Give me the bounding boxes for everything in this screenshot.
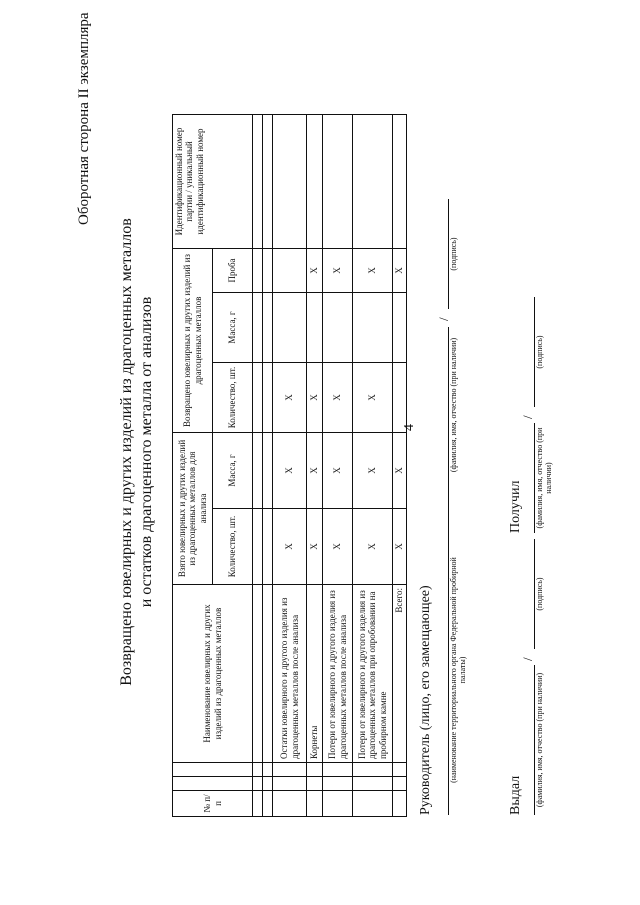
page-number: 4 [402,424,417,431]
row-taken-qty: X [307,509,323,585]
row-returned-proba: X [307,248,323,292]
row-returned-qty: X [353,363,393,433]
total-ident [393,114,407,248]
row-returned-qty: X [307,363,323,433]
row-taken-mass: X [323,433,353,509]
title-line-2: и остатков драгоценного металла от анализов [138,296,155,608]
total-taken-mass: X [393,433,407,509]
blank-col-a [173,777,253,791]
row-taken-mass: X [273,433,307,509]
head-title: Руководитель (лицо, его замещающее) [418,585,433,815]
received-slash: / [520,415,535,419]
sub-returned-mass: Масса, г [213,293,253,363]
blank-row-2 [263,114,273,816]
issued-title: Выдал [508,775,523,815]
header-name: Наименование ювелирных и других изделий из драгоценных металлов [173,585,253,763]
table-row [353,114,393,816]
row-returned-qty: X [273,363,307,433]
row-taken-mass: X [307,433,323,509]
copy-note: Оборотная сторона II экземпляра [76,12,92,225]
sub-taken-qty: Количество, шт. [213,509,253,585]
issued-slash: / [520,657,535,661]
header-returned: Возвращено ювелирных и других изделий из драгоценных металлов [173,248,213,432]
header-ident: Идентификационный номер партии / уникальный идентификационный номер [173,114,253,248]
return-table [172,114,407,817]
row-returned-mass [353,293,393,363]
head-sign-label: (подпись) [449,237,458,271]
row-ident [323,114,353,248]
table-row [307,114,323,816]
row-ident [353,114,393,248]
row-taken-qty: X [353,509,393,585]
row-returned-qty: X [323,363,353,433]
row-taken-mass: X [353,433,393,509]
row-returned-mass [323,293,353,363]
total-returned-proba: X [393,248,407,292]
blank-col-b [173,763,253,777]
issued-fio-label: (фамилия, имя, отчество (при наличии) [535,672,544,808]
head-fio-label: (фамилия, имя, отчество (при наличии) [449,337,458,473]
sub-taken-mass: Масса, г [213,433,253,509]
received-sign-label: (подпись) [535,335,544,369]
sub-returned-proba: Проба [213,248,253,292]
received-title: Получил [508,480,523,533]
head-org-label: (наименование территориального органа Федеральной пробирной палаты) [449,557,467,783]
row-taken-qty: X [273,509,307,585]
blank-row-1 [253,114,263,816]
row-name: Остатки ювелирного и другого изделия из драгоценных металлов после анализа [273,585,307,763]
header-taken: Взято ювелирных и других изделий из драгоценных металлов для анализа [173,433,213,585]
header-num: № п/п [173,791,253,817]
row-name: Потери от ювелирного и другого изделия из драгоценных металлов после анализа [323,585,353,763]
row-name: Потери от ювелирного и другого изделия из драгоценных металлов при опробовании на пробирном камне [353,585,393,763]
row-ident [273,114,307,248]
total-taken-qty: X [393,509,407,585]
row-returned-mass [273,293,307,363]
row-taken-qty: X [323,509,353,585]
table-row [323,114,353,816]
received-fio-label: (фамилия, имя, отчество (при наличии) [535,427,553,529]
row-returned-proba: X [323,248,353,292]
total-row [393,114,407,816]
title-line-1: Возвращено ювелирных и других изделий из драгоценных металлов [118,218,135,686]
row-returned-mass [307,293,323,363]
table-row [273,114,307,816]
total-returned-mass [393,293,407,363]
total-label: Всего: [393,585,407,763]
total-returned-qty [393,363,407,433]
row-name: Корнеты [307,585,323,763]
sub-returned-qty: Количество, шт. [213,363,253,433]
header-row-1 [173,114,213,816]
head-slash: / [436,317,451,321]
issued-sign-label: (подпись) [535,577,544,611]
row-returned-proba [273,248,307,292]
row-ident [307,114,323,248]
row-returned-proba: X [353,248,393,292]
